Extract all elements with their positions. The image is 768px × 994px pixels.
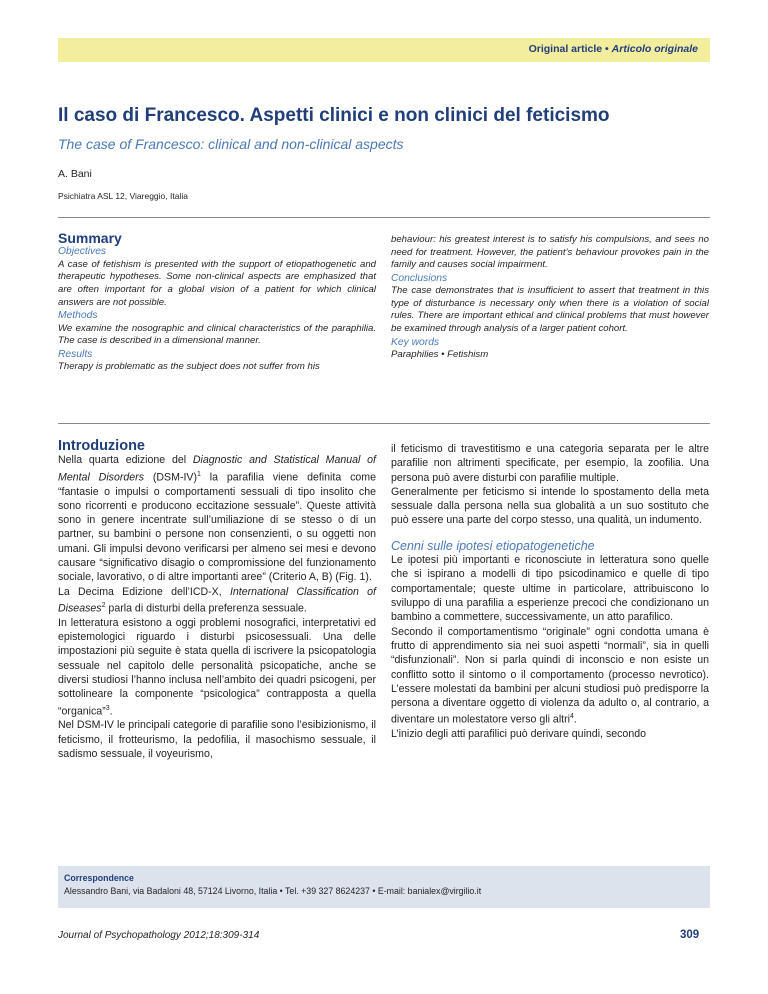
author: A. Bani: [58, 168, 92, 180]
intro-heading: Introduzione: [58, 438, 145, 454]
summary-title: Summary: [58, 230, 122, 246]
conclusions-text: The case demonstrates that is insufficient to assert that treatment in this type of disturbance is necessary only when there is a violation of social rules. There are important ethical and clinical problems that must however be examined through analysis of a larger patient cohort.: [391, 285, 709, 334]
article-subtitle: The case of Francesco: clinical and non-clinical aspects: [58, 136, 404, 152]
title-divider: [58, 217, 710, 218]
journal-citation: Journal of Psychopathology 2012;18:309-314: [58, 930, 260, 941]
methods-text: We examine the nosographic and clinical characteristics of the paraphilia. The case is described in a dimensional manner.: [58, 322, 376, 347]
results-text: Therapy is problematic as the subject does not suffer from his: [58, 361, 320, 373]
summary-divider: [58, 423, 710, 424]
body-paragraph: Le ipotesi più importanti e riconosciute in letteratura sono quelle che si ispirano a modelli di tipo psicodinamico e quelle di tipo comportamentale; queste ultime in particolare, attribuiscono lo sviluppo di una parafilia a esperienze precoci che condizionano un bambino a commettere, successivamente, un atto parafilico.: [391, 554, 709, 624]
body-paragraph: il feticismo di travestitismo e una categoria separata per le altre parafilie non altrimenti specificate, per esempio, la zoofilia. Una persona può avere disturbi con parafilie multiple.: [391, 443, 709, 484]
body-paragraph: Secondo il comportamentismo “originale” ogni condotta umana è frutto di apprendimento sia nei suoi aspetti “normali”, sia in quelli “disfunzionali”. Non si parla quindi di inconscio e non esiste un conflitto sotto il sintomo o il comportamento (processo nevrotico). L’essere molestati da bambini per alcuni studiosi può predisporre la persona a diventare oggetto di violenza da adulto o, al contrario, a diventare un molestatore verso gli altri$^4$.: [391, 625, 709, 726]
summary-left-column: [58, 232, 376, 374]
page-number: 309: [680, 929, 700, 941]
body-paragraph: La Decima Edizione dell’ICD-X, International Classification of Diseases$^2$ parla di disturbi della preferenza sessuale.: [58, 585, 376, 615]
article-title: Il caso di Francesco. Aspetti clinici e non clinici del feticismo: [58, 105, 610, 126]
correspondence-text: Alessandro Bani, via Badaloni 48, 57124 Livorno, Italia • Tel. +39 327 8624237 • E-mail: banialex@virgilio.it: [64, 886, 482, 896]
body-paragraph: Nella quarta edizione del Diagnostic and Statistical Manual of Mental Disorders $(DSM-IV)^1$ la parafilia viene definita come “fantasie o impulsi o comportamenti sessuali di tipo insolito che sono ricorrenti e producono eccitazione sessuale”. Queste attività sono in genere incentrate sull’umiliazione di se stesso o di un partner, su bambini o persone non consenzienti, o su oggetti non umani. Gli impulsi devono verificarsi per almeno sei mesi e devono causare “significativo disagio o compromissione del funzionamento sociale, lavorativo, o di altre importanti aree” (Criterio A, B) (Fig. 1).: [58, 454, 377, 584]
body-paragraph: Nel DSM-IV le principali categorie di parafilie sono l’esibizionismo, il feticismo, il frotteurismo, la pedofilia, il masochismo sessuale, il sadismo sessuale, il voyeurismo,: [58, 719, 376, 760]
methods-heading: Methods: [58, 310, 98, 322]
article-type-label: Original article • Articolo originale: [528, 43, 698, 55]
etiopathogenesis-heading: Cenni sulle ipotesi etiopatogenetiche: [391, 538, 595, 553]
keywords-heading: Key words: [391, 336, 440, 348]
results-heading: Results: [58, 348, 93, 360]
summary-right-column: [391, 234, 709, 362]
correspondence-title: Correspondence: [64, 873, 134, 883]
correspondence-box: [58, 866, 710, 908]
objectives-heading: Objectives: [58, 246, 107, 258]
body-right-column: [391, 442, 709, 742]
conclusions-heading: Conclusions: [391, 272, 448, 284]
body-paragraph: In letteratura esistono a oggi problemi nosografici, interpretativi ed epistemologici riguardo i disturbi psicosessuali. Una delle impostazioni più seguite è stata quella di iscrivere la psicopatologia sessuale nel capitolo delle personalità psicopatiche, anche se diversi studiosi l’hanno inclusa nell’ambito dei quadri psicogeni, per sottolineare la componente “psicologica” contrapposta a quella “organica”$^3$.: [58, 616, 376, 718]
body-left-column: [58, 440, 376, 761]
results-text-continued: behaviour: his greatest interest is to satisfy his compulsions, and sees no need for treatment. However, the patient’s behaviour provokes pain in the family and causes social impairment.: [391, 234, 709, 271]
body-paragraph: Generalmente per feticismo si intende lo spostamento della meta sessuale dalla persona nella sua globalità a un suo sostituto che può essere una parte del corpo stesso, una qualità, un indumento.: [391, 485, 709, 527]
affiliation: Psichiatra ASL 12, Viareggio, Italia: [58, 191, 188, 201]
keywords-text: Paraphilies • Fetishism: [391, 348, 489, 360]
body-paragraph: L’inizio degli atti parafilici può derivare quindi, secondo: [391, 728, 646, 741]
header-band: [58, 38, 710, 62]
objectives-text: A case of fetishism is presented with the support of etiopathogenetic and therapeutic hypotheses. Some non-clinical aspects are emphasized that are often important for a global vision of a patient for which clinical answers are not possible.: [58, 258, 376, 308]
